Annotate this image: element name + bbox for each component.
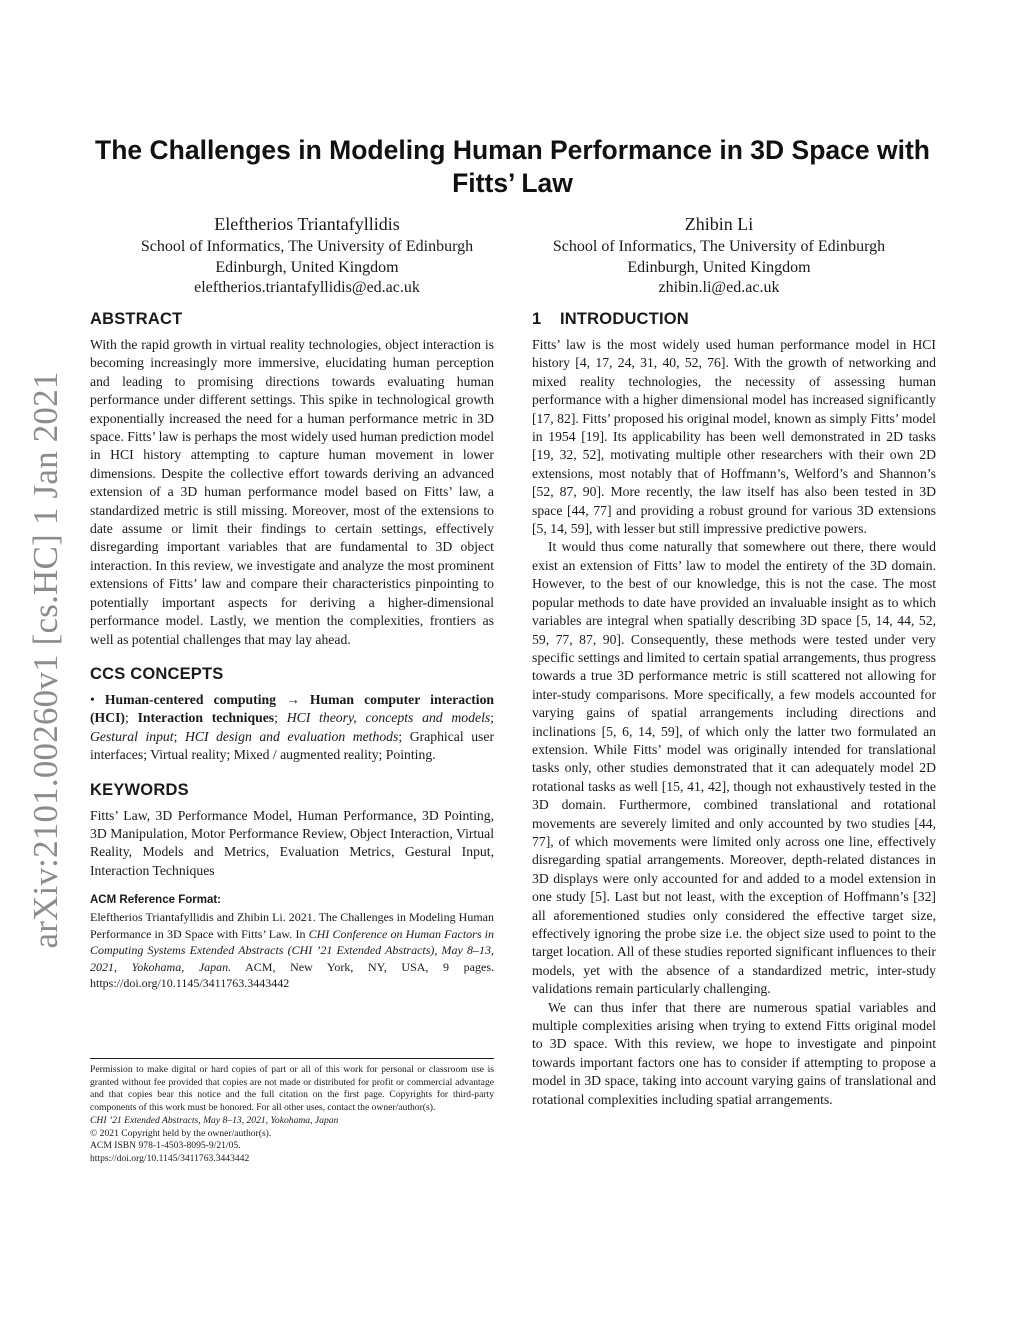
intro-paragraph-1: Fitts’ law is the most widely used human performance model in HCI history [4, 17, 24, 31, 40, 52, 76]. With the growth of networking and mixed reality technologies, the necessity of assessing human performance with a higher dimensional model has increased significantly [17, 82]. Fitts’ proposed his original model, known as simply Fitts’ model in 1954 [19]. Its applicability has been well demonstrated in 2D tasks [19, 32, 52], motivating multiple other researchers with their own 2D extensions, most notably that of Hoffmann’s, Welford’s and Shannon’s [52, 87, 90]. More recently, the law itself has also been tested in 3D space [44, 77] and providing a robust ground for various 3D extensions [5, 14, 59], with lesser but still impressive predictive powers. bbox=[532, 337, 936, 537]
section-title: INTRODUCTION bbox=[560, 310, 689, 328]
intro-heading bbox=[532, 308, 936, 330]
intro-paragraph-3: We can thus infer that there are numerous spatial variables and multiple complexities arising when trying to extend Fitts original model to 3D space. With this review, we hope to investigate and pinpoint towards important factors one has to consider if attempting to propose a model in 3D space, taking into account varying gains of translational and rotational complexities including spatial arrangements. bbox=[532, 999, 936, 1107]
author-block-2 bbox=[534, 212, 904, 299]
author-location: Edinburgh, United Kingdom bbox=[215, 258, 399, 276]
section-number: 1 bbox=[532, 310, 542, 328]
permission-isbn: ACM ISBN 978-1-4503-8095-9/21/05. bbox=[90, 1140, 241, 1152]
arxiv-identifier: arXiv:2101.00260v1 [cs.HC] 1 Jan 2021 bbox=[26, 371, 65, 949]
ccs-bullet: • bbox=[90, 691, 95, 707]
author-affiliation: School of Informatics, The University of Edinburgh bbox=[552, 238, 886, 255]
ccs-heading: CCS CONCEPTS bbox=[90, 664, 224, 683]
keywords-heading: KEYWORDS bbox=[90, 780, 189, 799]
left-column bbox=[90, 308, 494, 992]
ccs-section bbox=[90, 663, 494, 765]
permission-copyright: © 2021 Copyright held by the owner/author(s). bbox=[90, 1127, 272, 1139]
ccs-concept: Human computer interaction (HCI) bbox=[90, 691, 495, 726]
abstract-heading: ABSTRACT bbox=[90, 310, 183, 328]
permission-venue: CHI ’21 Extended Abstracts, May 8–13, 2021, Yokohama, Japan bbox=[90, 1114, 339, 1126]
acm-reference-text bbox=[90, 909, 494, 992]
ccs-separator: ; bbox=[490, 710, 495, 726]
author-email[interactable]: eleftherios.triantafyllidis@ed.ac.uk bbox=[194, 279, 420, 296]
author-name: Zhibin Li bbox=[684, 214, 754, 234]
ccs-arrow: → bbox=[286, 691, 300, 707]
acm-ref-part: ACM, New York, NY, USA, 9 pages. https://doi.org/10.1145/3411763.3443442 bbox=[90, 959, 495, 991]
ccs-concept: HCI theory, concepts and models bbox=[286, 710, 491, 726]
acm-ref-part: Eleftherios Triantafyllidis and Zhibin Li. 2021. The Challenges in Modeling Human Performance in 3D Space with Fitts’ Law. In bbox=[90, 910, 494, 941]
author-name: Eleftherios Triantafyllidis bbox=[214, 214, 400, 234]
permission-text: Permission to make digital or hard copies of part or all of this work for personal or classroom use is granted without fee provided that copies are not made or distributed for profit or commercial advantage and that copies bear this notice and the full citation on the first page. Copyrights for third-party components of this work must be honored. For all other uses, contact the owner/author(s). bbox=[90, 1064, 494, 1114]
keywords-section bbox=[90, 779, 494, 881]
ccs-tail: ; Graphical user interfaces; Virtual reality; Mixed / augmented reality; Pointing. bbox=[90, 728, 495, 763]
author-location: Edinburgh, United Kingdom bbox=[627, 258, 811, 276]
permission-doi[interactable]: https://doi.org/10.1145/3411763.3443442 bbox=[90, 1152, 250, 1164]
permission-footnote bbox=[90, 1058, 494, 1166]
keywords-text: Fitts’ Law, 3D Performance Model, Human Performance, 3D Pointing, 3D Manipulation, Motor Performance Review, Object Interaction, Virtual Reality, Models and Metrics, Evaluation Metrics, Gestural Input, Interaction Techniques bbox=[90, 807, 494, 878]
right-column bbox=[532, 308, 936, 1109]
intro-paragraph-2: It would thus come naturally that somewhere out there, there would exist an extension of Fitts’ law to model the entirety of the 3D domain. However, to the best of our knowledge, this is not the case. The most popular methods to date have provided an invaluable insight as to which variables are integral when spatially describing 3D space [5, 14, 44, 52, 59, 77, 87, 90]. Consequently, these methods were tested under very specific settings and limited to certain spatial arrangements, thus progress towards a true 3D performance metric is still scattered not allowing for inter-study comparisons. More specifically, a few models accounted for varying gains of spatial arrangements including directions and inclinations [5, 6, 14, 59], of which only the latter two formulated an extension. While Fitts’ model was originally intended for translational tasks only, other studies demonstrated that it can adequately model 2D rotational tasks as well [15, 41, 42], though not exhaustively tested in the 3D domain. Furthermore, combined translational and rotational movements are severely limited and only accounted by two studies [44, 77], of which movements were limited only across one line, effectively disregarding spatial arrangements. Moreover, depth-related distances in 3D displays were only accounted for and added to a model extension in one study [5]. Last but not least, with the exception of Hoffmann’s [32] all aforementioned studies only considered the effective target size, effectively ignoring the probe size i.e. the object size used to point to the target location. All of these studies reported significant influences to their models, yet with the absence of a standardized metric, inter-study validations remain particularly challenging. bbox=[532, 539, 936, 997]
ccs-text bbox=[90, 691, 494, 765]
author-email[interactable]: zhibin.li@ed.ac.uk bbox=[658, 279, 780, 296]
ccs-separator: ; bbox=[274, 710, 278, 726]
ccs-concept: HCI design and evaluation methods bbox=[184, 728, 399, 744]
abstract-text: With the rapid growth in virtual reality technologies, object interaction is becoming increasingly more immersive, elucidating human perception and leading to promising directions towards evaluating human performance under different settings. This spike in technological growth exponentially increased the need for a human performance metric in 3D space. Fitts’ law is perhaps the most widely used human prediction model in HCI history attempting to capture human movement in lower dimensions. Despite the collective effort towards deriving an advanced extension of a 3D human performance model based on Fitts’ law, a standardized metric is still missing. Moreover, most of the extensions to date assume or limit their findings to certain settings, effectively disregarding important variables that are fundamental to 3D object interaction. In this review, we investigate and analyze the most prominent extensions of Fitts’ law and compare their characteristics pinpointing to potentially important aspects for deriving a higher-dimensional performance model. Lastly, we mention the complexities, frontiers as well as potential challenges that may lay ahead. bbox=[90, 337, 494, 647]
author-block-1 bbox=[122, 212, 492, 299]
ccs-concept: Interaction techniques bbox=[137, 710, 275, 726]
paper-title: The Challenges in Modeling Human Performance in 3D Space with Fitts’ Law bbox=[95, 135, 930, 198]
abstract-section bbox=[90, 308, 494, 649]
ccs-concept: Human-centered computing bbox=[104, 691, 276, 707]
ccs-separator: ; bbox=[173, 728, 178, 744]
acm-reference-heading: ACM Reference Format: bbox=[90, 894, 221, 907]
author-affiliation: School of Informatics, The University of Edinburgh bbox=[140, 238, 474, 255]
ccs-separator: ; bbox=[124, 710, 129, 726]
acm-reference bbox=[90, 894, 494, 992]
acm-ref-venue: CHI Conference on Human Factors in Computing Systems Extended Abstracts (CHI ’21 Extended Abstracts), May 8–13, 2021, Yokohama, Japan. bbox=[90, 926, 494, 974]
ccs-concept: Gestural input bbox=[90, 728, 174, 744]
